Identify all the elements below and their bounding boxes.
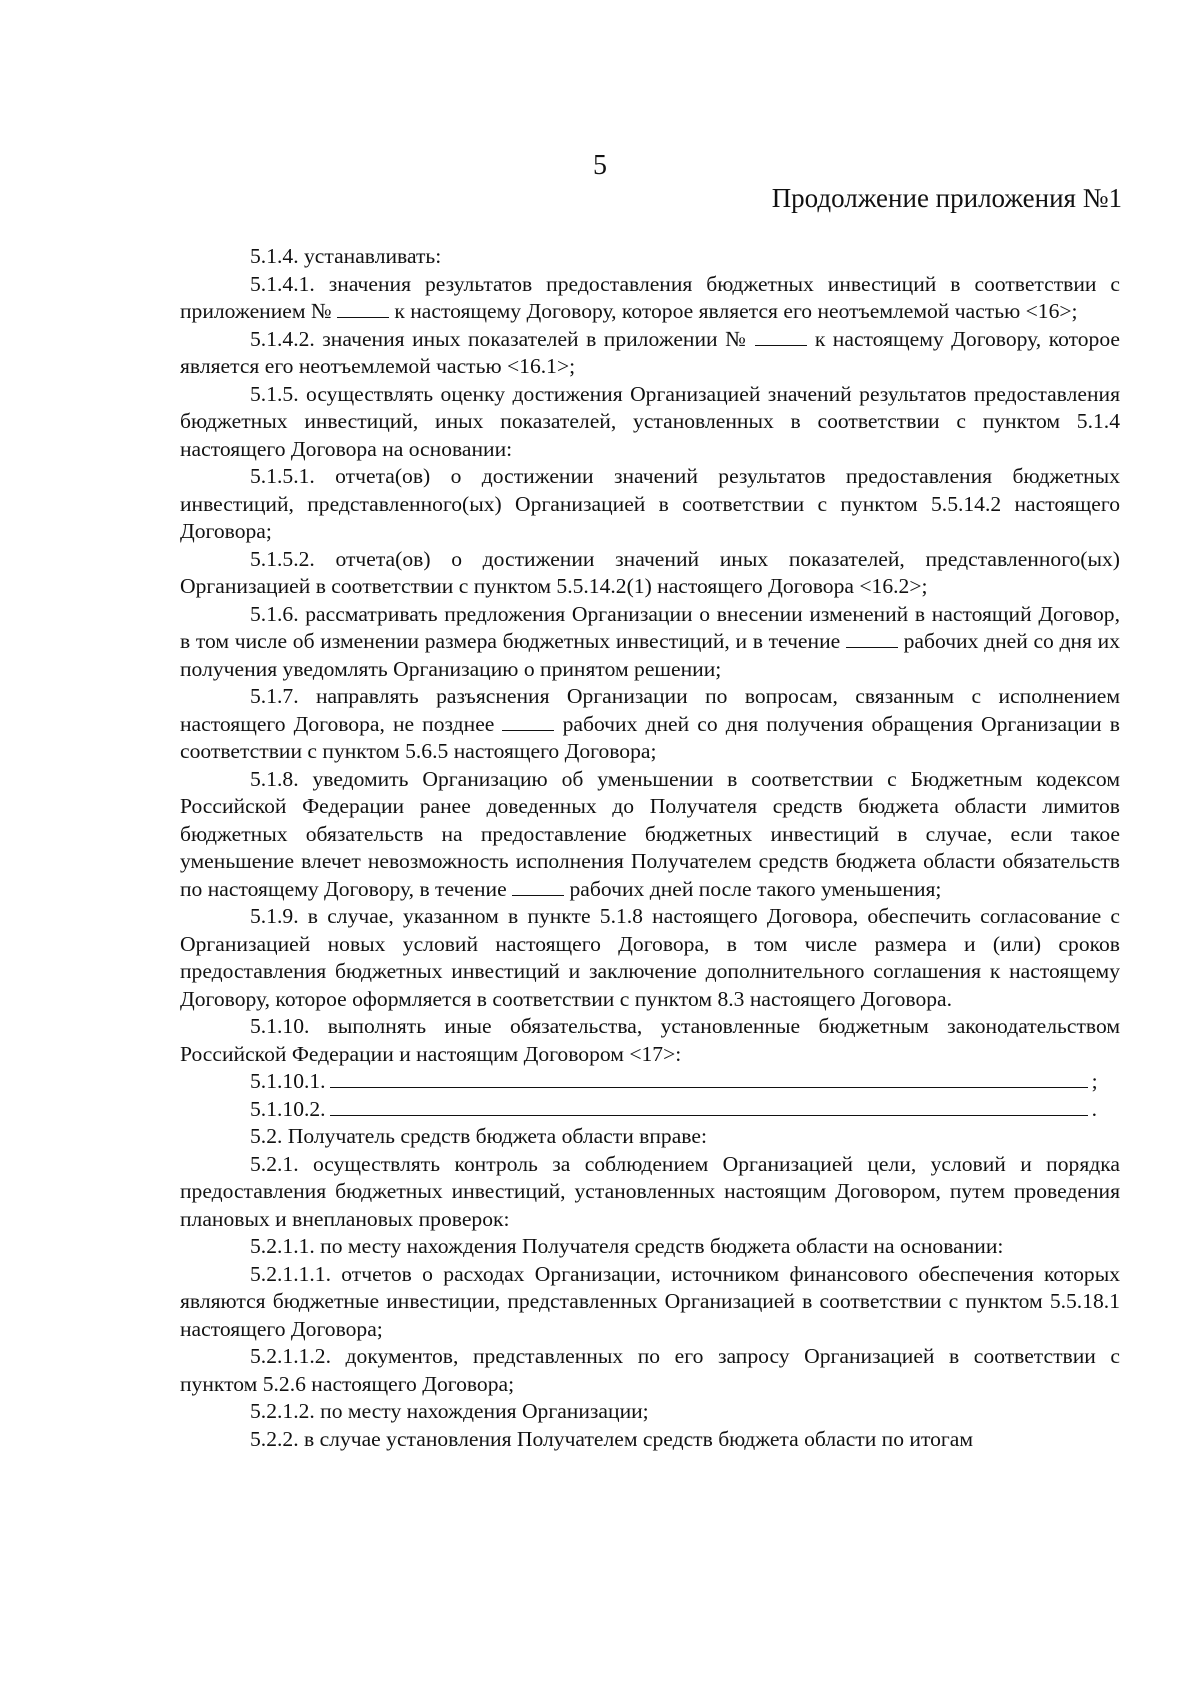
clause-text-part: рабочих дней со дня получения обращения Организации в соответствии с пунктом 5.6.5 настоящего Договора;	[180, 711, 1120, 763]
appendix-title: Продолжение приложения №1	[771, 183, 1122, 213]
clause-5-2-1-2: 5.2.1.2. по месту нахождения Организации;	[250, 1399, 649, 1423]
clause-5-1-4-1	[180, 271, 1120, 326]
clause-5-1-5-2: 5.1.5.2. отчета(ов) о достижении значений иных показателей, представленного(ых) Организацией в соответствии с пунктом 5.5.14.2(1) настоящего Договора <16.2>;	[180, 546, 1120, 598]
fill-in-line	[330, 1069, 1088, 1088]
clause-5-1-9: 5.1.9. в случае, указанном в пункте 5.1.8 настоящего Договора, обеспечить согласование с Организацией новых условий настоящего Договора, в том числе размера и (или) сроков предоставления бюджетных инвестиций и заключение дополнительного соглашения к настоящему Договору, которое оформляется в соответствии с пунктом 8.3 настоящего Договора.	[180, 904, 1120, 1011]
line-end-punctuation: ;	[1091, 1069, 1098, 1093]
clause-number: 5.1.10.2.	[250, 1096, 326, 1121]
clause-5-2-1-1-2: 5.2.1.1.2. документов, представленных по его запросу Организацией в соответствии с пунктом 5.2.6 настоящего Договора;	[180, 1344, 1120, 1396]
clause-5-2-1: 5.2.1. осуществлять контроль за соблюдением Организацией цели, условий и порядка предоставления бюджетных инвестиций, установленных настоящим Договором, путем проведения плановых и внеплановых проверок:	[180, 1151, 1120, 1231]
clause-5-1-5: 5.1.5. осуществлять оценку достижения Организацией значений результатов предоставления бюджетных инвестиций, иных показателей, установленных в соответствии с пунктом 5.1.4 настоящего Договора на основании:	[180, 381, 1120, 461]
clause-text-part: 5.1.7. направлять разъяснения Организации по вопросам, связанным с исполнением настоящего Договора, не позднее	[180, 684, 1120, 736]
clause-5-1-8	[180, 766, 1120, 904]
clause-text-part: рабочих дней после такого уменьшения;	[569, 876, 942, 901]
clause-number: 5.1.10.1.	[250, 1069, 326, 1093]
clause-text-part: к настоящему Договору, которое является его неотъемлемой частью <16>;	[394, 299, 1078, 323]
fill-in-blank	[755, 327, 807, 346]
clause-text-part: 5.1.8. уведомить Организацию об уменьшении в соответствии с Бюджетным кодексом Российской Федерации ранее доведенных до Получателя средств бюджета области лимитов бюджетных обязательств на предоставление бюджетных инвестиций в случае, если такое уменьшение влечет невозможность исполнения Получателем средств бюджета области обязательств по настоящему Договору, в течение	[180, 766, 1120, 901]
fill-in-blank	[512, 877, 564, 896]
clause-5-1-10-2	[180, 1096, 1120, 1124]
clause-5-2-1-1: 5.2.1.1. по месту нахождения Получателя средств бюджета области на основании:	[250, 1234, 1004, 1258]
fill-in-line	[330, 1097, 1088, 1116]
clause-5-1-10-1	[180, 1068, 1120, 1096]
line-end-punctuation: .	[1091, 1096, 1097, 1121]
clause-text-part: 5.1.6. рассматривать предложения Организации о внесении изменений в настоящий Договор, в том числе об изменении размера бюджетных инвестиций, и в течение	[180, 601, 1120, 653]
clause-text-part: 5.1.4.2. значения иных показателей в приложении №	[250, 326, 748, 351]
clause-text-part: к настоящему Договору, которое является его неотъемлемой частью <16.1>;	[180, 326, 1120, 378]
clause-5-2: 5.2. Получатель средств бюджета области вправе:	[250, 1124, 707, 1148]
clause-5-1-7	[180, 683, 1120, 766]
document-body	[180, 243, 1120, 1453]
clause-text-part: рабочих дней со дня их получения уведомлять Организацию о принятом решении;	[180, 629, 1121, 681]
clause-5-1-4-2	[180, 326, 1120, 381]
clause-5-1-4: 5.1.4. устанавливать:	[250, 244, 442, 268]
fill-in-blank	[846, 629, 898, 648]
clause-5-2-1-1-1: 5.2.1.1.1. отчетов о расходах Организации, источником финансового обеспечения которых являются бюджетные инвестиции, представленных Организацией в соответствии с пунктом 5.5.18.1 настоящего Договора;	[180, 1261, 1120, 1341]
clause-5-1-10: 5.1.10. выполнять иные обязательства, установленные бюджетным законодательством Российской Федерации и настоящим Договором <17>:	[180, 1014, 1120, 1066]
fill-in-blank	[502, 712, 554, 731]
fill-in-blank	[337, 299, 389, 318]
clause-5-2-2: 5.2.2. в случае установления Получателем средств бюджета области по итогам	[250, 1426, 974, 1451]
clause-text-part: 5.1.4.1. значения результатов предоставления бюджетных инвестиций в соответствии с приложением №	[180, 271, 1120, 323]
clause-5-1-6	[180, 601, 1120, 684]
page-number: 5	[593, 150, 607, 181]
clause-5-1-5-1: 5.1.5.1. отчета(ов) о достижении значений результатов предоставления бюджетных инвестиций, представленного(ых) Организацией в соответствии с пунктом 5.5.14.2 настоящего Договора;	[180, 464, 1120, 543]
